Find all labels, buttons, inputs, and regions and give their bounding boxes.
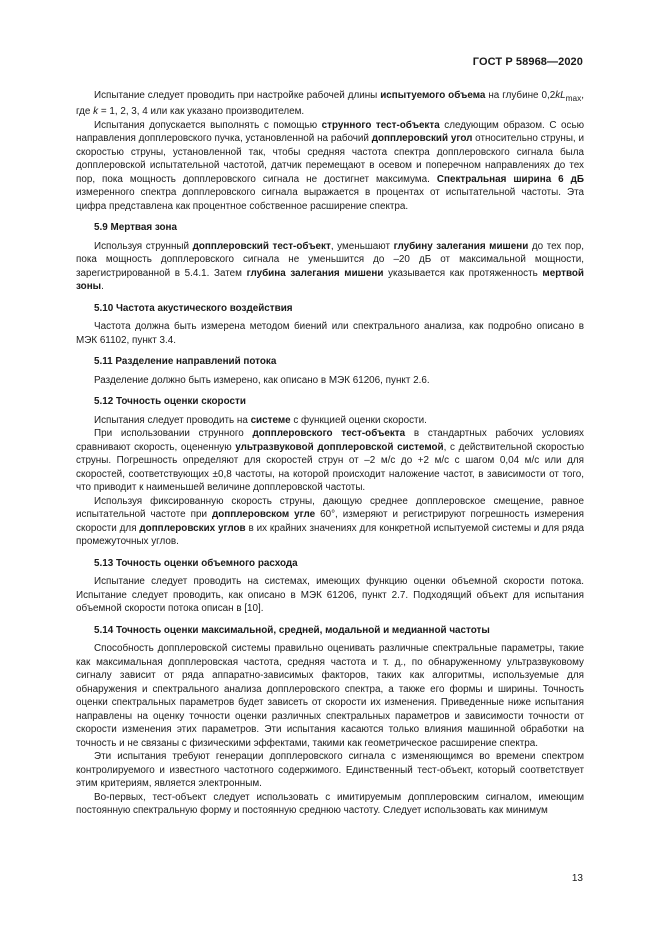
- section-5-14-paragraph-3: Во-первых, тест-объект следует использовать с имитируемым допплеровским сигналом, имеющим постоянную спектральную форму и постоянную среднюю частоту. Следует использовать как минимум: [76, 791, 584, 817]
- section-5-11-title: 5.11 Разделение направлений потока: [94, 356, 277, 368]
- intro-paragraph-1: Испытание следует проводить при настройке рабочей длины испытуемого объема на глубине $0,2kL_{max}$, где k = 1, 2, 3, 4 или как указано производителем.: [76, 90, 585, 118]
- section-5-12-title: 5.12 Точность оценки скорости: [94, 396, 246, 408]
- section-5-10-title: 5.10 Частота акустического воздействия: [94, 302, 293, 314]
- section-5-13-paragraph: Испытание следует проводить на системах, имеющих функцию оценки объемной скорости потока. Испытание следует проводить, как описано в МЭК 61206, пункт 2.7. Подходящий объект для испытания объемной скорости потока описан в [10].: [76, 576, 584, 615]
- section-5-12-paragraph-3: Используя фиксированную скорость струны, дающую среднее допплеровское смещение, равное испытательной частоте при допплеровском угле 60°, измеряют и регистрируют погрешность измерения скорости для допплеровских углов в их крайних значениях для конкретной испытуемой системы и для ряда промежуточных углов.: [76, 495, 584, 548]
- section-5-9-title: 5.9 Мертвая зона: [94, 222, 178, 234]
- section-5-13-title: 5.13 Точность оценки объемного расхода: [94, 557, 298, 569]
- section-5-9-paragraph: Используя струнный допплеровский тест-объект, уменьшают глубину залегания мишени до тех пор, пока мощность допплеровского сигнала не уменьшится до –20 дБ от максимальной мощности, зарегистрированной в 5.4.1. Затем глубина залегания мишени указывается как протяженность мертвой зоны.: [76, 240, 585, 293]
- section-5-14-paragraph-1: Способность допплеровской системы правильно оценивать различные спектральные параметры, такие как максимальная допплеровская частота, средняя частота и т. д., по обнаруженному ультразвуковому сигналу зависит от ряда аппаратно-зависимых факторов, таких как алгоритмы, используемые для обнаружения и спектрального анализа допплеровского спектра, а также его формы и ширины. Точность оценки спектральных параметров будет зависеть от скорости их изменения. Приведенные ниже испытания направлены на оценку точности оценки различных спектральных параметров и зависимости точности от скорости изменения этих параметров. Эти испытания касаются только влияния машинной обработки на точность и не связаны с физическими эффектами, такими как геометрическое расширение спектра.: [76, 643, 584, 749]
- section-5-10-paragraph: Частота должна быть измерена методом биений или спектрального анализа, как подробно описано в МЭК 61102, пункт 3.4.: [76, 321, 584, 346]
- section-5-14-title: 5.14 Точность оценки максимальной, средней, модальной и медианной частоты: [94, 624, 490, 636]
- document-body: [76, 89, 584, 818]
- term-test-volume: испытуемого объема: [380, 90, 486, 101]
- section-5-11-paragraph: Разделение должно быть измерено, как описано в МЭК 61206, пункт 2.6.: [94, 374, 430, 386]
- section-5-12-paragraph-1: Испытания следует проводить на системе с функцией оценки скорости.: [94, 414, 427, 426]
- page-number: 13: [571, 873, 583, 884]
- document-code-header: ГОСТ Р 58968—2020: [472, 56, 583, 68]
- intro-paragraph-2: Испытания допускается выполнять с помощью струнного тест-объекта следующим образом. С осью направления допплеровского пучка, установленной на рабочий допплеровский угол относительно струны, и скоростью струны, установленной так, чтобы средняя частота спектра допплеровского сигнала была допплеровской испытательной частотой, датчик перемещают в осевом и поперечном направлениях до тех пор, пока мощность допплеровского сигнала не достигнет максимума. Спектральная ширина 6 дБ измеренного спектра допплеровского сигнала выражается в процентах от испытательной частоты. Эта цифра представлена как процентное собственное расширение спектра.: [76, 119, 585, 212]
- section-5-12-paragraph-2: При использовании струнного допплеровского тест-объекта в стандартных рабочих условиях сравнивают скорость, оцененную ультразвуковой допплеровской системой, с действительной скоростью струны. Погрешность определяют для скоростей струн от –2 м/с до +2 м/с с шагом 0,04 м/с или для скоростей, соответствующих ±0,8 частоты, на которой происходит наложение частот, в зависимости от того, что приводит к наименьшей величине допплеровской частоты.: [76, 428, 584, 494]
- section-5-14-paragraph-2: Эти испытания требуют генерации допплеровского сигнала с изменяющимся во времени спектром контролируемого и известного частотного содержимого. Единственный тест-объект, который соответствует этим критериям, является электронным.: [76, 751, 584, 790]
